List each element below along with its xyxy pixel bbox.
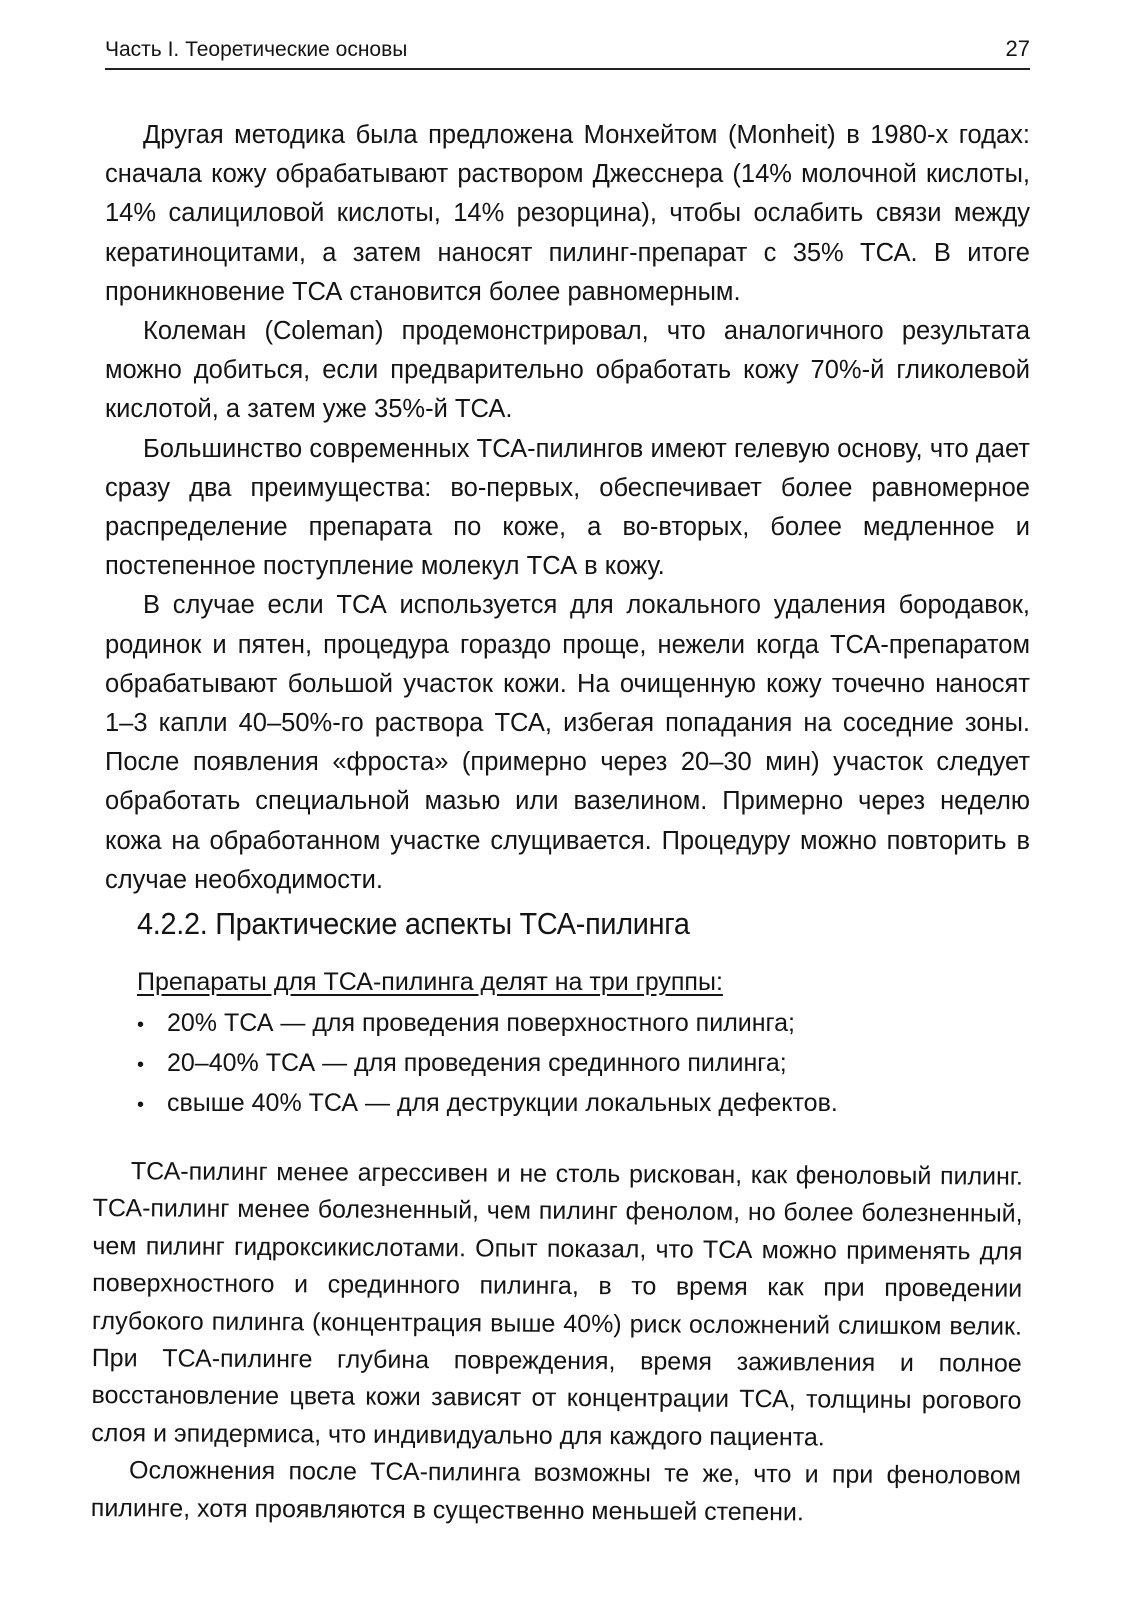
list-item-text: свыше 40% ТСА — для деструкции локальных дефектов. [167, 1089, 838, 1117]
section-heading: 4.2.2. Практические аспекты ТСА-пилинга [137, 906, 690, 941]
paragraph-comparison: ТСА-пилинг менее агрессивен и не столь рискован, как феноловый пилинг. ТСА-пилинг менее болезненный, чем пилинг фенолом, но более болезненный, чем пилинг гидроксикислотами. Опыт показал, что ТСА можно применять для поверхностного и срединного пилинга, в то время как при проведении глубокого пилинга (концентрация выше 40%) риск осложнений слишком велик. При ТСА-пилинге глубина повреждения, время заживления и полное восстановление цвета кожи зависят от концентрации ТСА, толщины рогового слоя и эпидермиса, что индивидуально для каждого пациента. [91, 1157, 1023, 1452]
list-item [137, 1004, 1017, 1044]
list-item-text: 20% ТСА — для проведения поверхностного пилинга; [167, 1009, 795, 1037]
preparation-groups-list [137, 1004, 1017, 1124]
bullet-icon: • [137, 1014, 145, 1036]
paragraph-monheit: Другая методика была предложена Монхейтом (Monheit) в 1980-х годах: сначала кожу обрабатывают раствором Джесснера (14% молочной кислоты, 14% салициловой кислоты, 14% резорцина), чтобы ослабить связи между кератиноцитами, а затем наносят пилинг-препарат с 35% ТСА. В итоге проникновение ТСА становится более равномерным. [105, 121, 1030, 306]
paragraph-coleman: Колеман (Coleman) продемонстрировал, что аналогичного результата можно добиться, если предварительно обработать кожу 70%-й гликолевой кислотой, а затем уже 35%-й ТСА. [105, 317, 1030, 424]
body-text-top [105, 116, 1030, 900]
paragraph-gel-base: Большинство современных ТСА-пилингов имеют гелевую основу, что дает сразу два преимущества: во-первых, обеспечивает более равномерное распределение препарата по коже, а во-вторых, более медленное и постепенное поступление молекул ТСА в кожу. [105, 434, 1030, 581]
bullet-icon: • [137, 1094, 145, 1116]
list-item [137, 1044, 1017, 1084]
list-item-text: 20–40% ТСА — для проведения срединного пилинга; [167, 1049, 787, 1077]
paragraph-local-removal: В случае если ТСА используется для локального удаления бородавок, родинок и пятен, процедура гораздо проще, нежели когда ТСА-препаратом обрабатывают большой участок кожи. На очищенную кожу точечно наносят 1–3 капли 40–50%-го раствора ТСА, избегая попадания на соседние зоны. После появления «фроста» (примерно через 20–30 мин) участок следует обработать специальной мазью или вазелином. Примерно через неделю кожа на обработанном участке слущивается. Процедуру можно повторить в случае необходимости. [105, 591, 1030, 894]
list-item [137, 1084, 1017, 1124]
running-title: Часть I. Теоретические основы [105, 38, 408, 61]
paragraph-complications: Осложнения после ТСА-пилинга возможны те же, что и при феноловом пилинге, хотя проявляются в существенно меньшей степени. [90, 1456, 1022, 1527]
list-lead-in: Препараты для ТСА-пилинга делят на три группы: [137, 968, 723, 996]
running-header [105, 32, 1030, 70]
page-number: 27 [1005, 36, 1030, 61]
bullet-icon: • [137, 1054, 145, 1076]
body-text-bottom [91, 1153, 1023, 1533]
